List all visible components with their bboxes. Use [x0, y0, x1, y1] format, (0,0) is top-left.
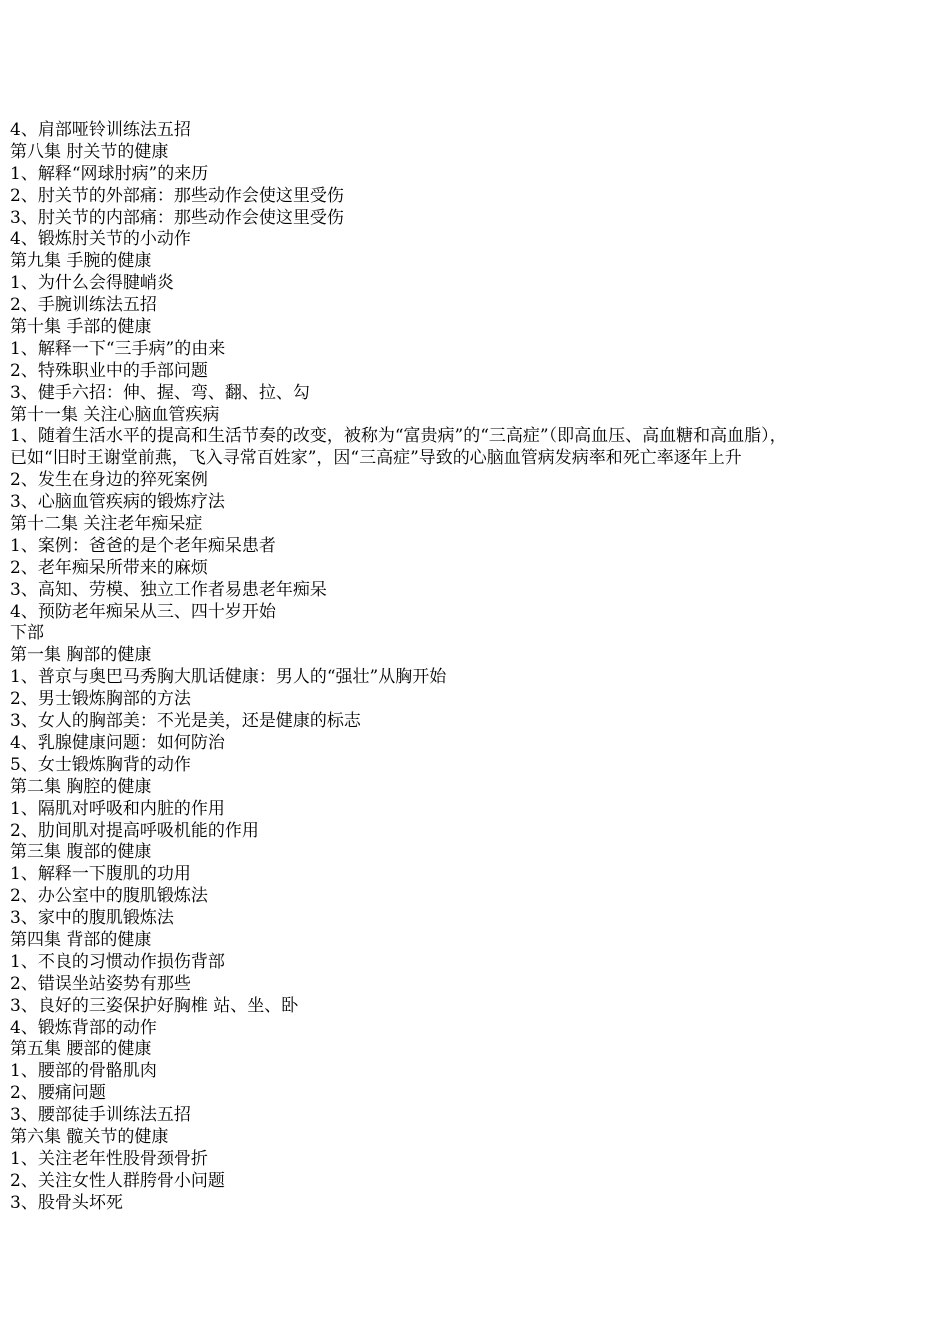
list-item: 3、家中的腹肌锻炼法: [10, 908, 174, 929]
section-heading: 下部: [10, 623, 44, 644]
episode-heading: 第五集 腰部的健康: [10, 1039, 152, 1060]
episode-heading: 第九集 手腕的健康: [10, 251, 152, 272]
list-item: 1、不良的习惯动作损伤背部: [10, 951, 225, 972]
list-item-continuation: 已如“旧时王谢堂前燕，飞入寻常百姓家”，因“三高症”导致的心脑血管病发病率和死亡率逐年上升: [10, 448, 742, 469]
list-item: 1、解释“网球肘病”的来历: [10, 163, 209, 184]
episode-heading: 第三集 腹部的健康: [10, 842, 152, 863]
list-item: 1、为什么会得腱峭炎: [10, 273, 174, 294]
list-item: 2、腰痛问题: [10, 1083, 106, 1104]
episode-heading: 第十一集 关注心脑血管疾病: [10, 404, 220, 425]
list-item: 2、手腕训练法五招: [10, 295, 157, 316]
list-item: 3、良好的三姿保护好胸椎 站、坐、卧: [10, 995, 299, 1016]
list-item: 4、肩部哑铃训练法五招: [10, 120, 191, 140]
list-item: 2、男士锻炼胸部的方法: [10, 689, 191, 710]
episode-heading: 第二集 胸腔的健康: [10, 776, 152, 797]
document-page: [10, 120, 940, 1215]
list-item: 1、解释一下腹肌的功用: [10, 864, 191, 885]
list-item: 3、心脑血管疾病的锻炼疗法: [10, 492, 225, 513]
list-item: 1、案例：爸爸的是个老年痴呆患者: [10, 535, 276, 556]
list-item: 1、腰部的骨骼肌肉: [10, 1061, 157, 1082]
list-item: 2、关注女性人群胯骨小问题: [10, 1170, 225, 1191]
list-item: 1、解释一下“三手病”的由来: [10, 338, 226, 359]
episode-heading: 第八集 肘关节的健康: [10, 141, 169, 162]
episode-heading: 第十二集 关注老年痴呆症: [10, 514, 203, 535]
list-item: 3、腰部徒手训练法五招: [10, 1105, 191, 1126]
list-item: 5、女士锻炼胸背的动作: [10, 754, 191, 775]
list-item: 2、老年痴呆所带来的麻烦: [10, 557, 208, 578]
list-item: 1、随着生活水平的提高和生活节奏的改变，被称为“富贵病”的“三高症”（即高血压、高血糖和高血脂），: [10, 426, 787, 447]
list-item: 3、股骨头坏死: [10, 1192, 123, 1213]
list-item: 2、特殊职业中的手部问题: [10, 360, 208, 381]
list-item: 2、错误坐站姿势有那些: [10, 973, 191, 994]
episode-heading: 第四集 背部的健康: [10, 929, 152, 950]
list-item: 1、关注老年性股骨颈骨折: [10, 1148, 208, 1169]
list-item: 2、发生在身边的猝死案例: [10, 470, 208, 491]
episode-heading: 第一集 胸部的健康: [10, 645, 152, 666]
list-item: 2、肋间肌对提高呼吸机能的作用: [10, 820, 259, 841]
list-item: 3、健手六招：伸、握、弯、翻、拉、勾: [10, 382, 310, 403]
list-item: 3、肘关节的内部痛：那些动作会使这里受伤: [10, 207, 344, 228]
list-item: 1、隔肌对呼吸和内脏的作用: [10, 798, 225, 819]
list-item: 1、普京与奥巴马秀胸大肌话健康：男人的“强壮”从胸开始: [10, 667, 447, 688]
list-item: 3、女人的胸部美：不光是美，还是健康的标志: [10, 711, 361, 732]
list-item: 2、办公室中的腹肌锻炼法: [10, 886, 208, 907]
episode-heading: 第十集 手部的健康: [10, 317, 152, 338]
list-item: 4、锻炼肘关节的小动作: [10, 229, 191, 250]
list-item: 4、预防老年痴呆从三、四十岁开始: [10, 601, 276, 622]
list-item: 3、高知、劳模、独立工作者易患老年痴呆: [10, 579, 327, 600]
episode-heading: 第六集 髋关节的健康: [10, 1126, 169, 1147]
list-item: 4、锻炼背部的动作: [10, 1017, 157, 1038]
list-item: 2、肘关节的外部痛：那些动作会使这里受伤: [10, 185, 344, 206]
list-item: 4、乳腺健康问题：如何防治: [10, 732, 225, 753]
